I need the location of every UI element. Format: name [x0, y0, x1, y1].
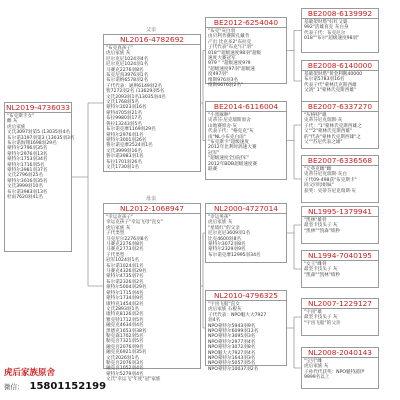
contact-line [4, 381, 106, 392]
detail-line: 虎后家族 [7, 124, 26, 130]
detail-line: 蒙特尔2976羽1名 [106, 132, 144, 138]
detail-line: "幸运男孩" [208, 215, 231, 220]
pigeon-details [206, 28, 286, 89]
detail-line: 羽4名 [208, 318, 221, 324]
detail-line: NPO魁大大7927羽4名 [208, 350, 256, 356]
detail-line: "超级速度全国冠军" [208, 156, 249, 162]
ggp-mmf-card[interactable] [301, 298, 379, 336]
detail-line: 布尔诺克摩1169羽29名 [106, 127, 156, 133]
detail-line: 冠军" [208, 150, 220, 156]
detail-line: 文氏2893羽1名 [106, 306, 139, 312]
detail-line: 979 " "超级速度9?9 [208, 61, 251, 67]
detail-line: 最坚卡技头子 灰 [304, 223, 338, 229]
detail-line: "布克斯卡"超级速度 [208, 140, 249, 146]
detail-line: 018""布尔"超级速度98羽" [304, 36, 360, 42]
pigeon-details [302, 112, 378, 146]
detail-line: 度497羽" [208, 72, 229, 78]
detail-line: 布尔诺克摩12995羽34名 [208, 252, 261, 258]
detail-line: 康特克1454羽2名 [106, 301, 144, 307]
detail-line: NPO蒙特尔5943羽9名 [208, 323, 256, 329]
detail-line: 鲁尔诺克摩2524羽1名 [106, 143, 153, 149]
detail-line: 最坚卡技头子 灰 [304, 267, 338, 273]
paternal-grandsire-card[interactable] [205, 17, 287, 89]
detail-line: 虎后家族 灰 [304, 364, 329, 370]
detail-line: 虎后家族 灰 [208, 220, 233, 226]
detail-line: 史蒂芬·尼克瑞斯原舍 [208, 118, 251, 124]
detail-line: 雅克特1712羽5名 [106, 317, 144, 323]
detail-line: 同父同母姐妹" [304, 183, 334, 189]
maternal-grandsire-card[interactable] [205, 203, 287, 263]
pigeon-details [5, 113, 75, 202]
mother-label: 母亲 [146, 196, 157, 202]
pigeon-details [302, 309, 378, 327]
detail-line: 的"代表"蒙林氏克斯西雄"之 [304, 134, 361, 140]
detail-line: 速度大赛冠军 [208, 56, 236, 62]
detail-line: 联赛 [208, 167, 218, 173]
detail-line: 992"活雄育克 灰白身 [304, 25, 349, 31]
detail-line: 融克吾2076羽9名 [106, 344, 144, 350]
detail-line: 布拉9980羽17名 [106, 116, 142, 122]
ring-number: BE2012-6254040 [206, 18, 286, 28]
loft-name: 虎后家族原舍 [4, 368, 56, 378]
detail-line: "宇宙飞船"直女 [208, 302, 240, 307]
detail-line: 子代09-498获"布克斯卡" [304, 177, 357, 183]
detail-line: 布尔诺3197羽第3 (13035羽3名 [7, 135, 75, 141]
detail-line: NPO蒙特尔10037羽2名 [208, 366, 259, 372]
ring-number: BE2008-6140000 [302, 61, 378, 71]
detail-line: 父鸽" 1"蒙林氏克斯西雄" [304, 88, 357, 94]
detail-line: 蒙特尔5004羽29名 [106, 285, 147, 291]
detail-line: 史蒂芬尼克瑞斯·灰 [304, 118, 343, 124]
detail-line: 史蒂芬尼克瑞斯·灰白 [304, 172, 347, 178]
ring-number: NL2000-4727014 [206, 204, 286, 214]
ring-number: NL2008-2040143 [302, 348, 378, 358]
detail-line: "超级速度97羽"超级速 [208, 66, 255, 72]
detail-line: 布尔诺3983羽13名 [7, 189, 48, 195]
detail-line: 马克尼尔2276羽8名 [106, 236, 149, 242]
detail-line: 布尔诺1024羽1名 [106, 263, 144, 269]
detail-line: 蒙特尔4735羽7名 [106, 274, 144, 280]
pigeon-details [302, 166, 378, 195]
ring-number: BE2007-6336568 [302, 156, 378, 166]
ring-number: NL2019-4736033 [5, 103, 71, 112]
detail-line: 冠军1024羽1名 [106, 258, 139, 264]
detail-line: 鲁尔诺3983羽1名 [106, 154, 144, 160]
detail-line: 文氏1768羽5名 [106, 100, 139, 106]
detail-line: 父""2"蒙林氏克斯西雄" [304, 129, 353, 135]
detail-line: NPO蒙特尔3095羽3名 [208, 334, 256, 340]
detail-line: 布尔诺5783羽16名 [304, 77, 345, 83]
detail-line: 鲁拉13243羽5名 [106, 121, 142, 127]
ggp-fmm-card[interactable] [301, 155, 379, 203]
father-pigeon-card[interactable] [103, 34, 201, 172]
detail-line: 文氏3097羽第5 (13035羽4名 [7, 130, 70, 136]
detail-line: 蒙特尔2976羽13名 [7, 151, 48, 157]
detail-line: 子孙代代获奖：NPO魁特浦伊 [304, 369, 365, 375]
detail-line: 布拉1701羽26名 [106, 159, 142, 165]
detail-line: 蒙特尔3001羽26名 [106, 137, 147, 143]
detail-line: "凯林"雄骨 [304, 218, 327, 223]
detail-line: 马赛克2276羽8名 [106, 242, 144, 248]
detail-line: 文氏1730羽1名 [106, 164, 139, 170]
detail-line: 维斯976羽3名 [208, 77, 239, 83]
pigeon-details [104, 45, 200, 171]
mother-pigeon-card[interactable] [103, 203, 201, 383]
detail-line: "灰格特"雄 [304, 113, 327, 118]
detail-line: 子代："1"蒙林氏克斯西雄之 [304, 123, 362, 129]
detail-line: 勒克吾2076羽3名 [106, 360, 144, 366]
ring-number: BE2014-6116004 [206, 102, 286, 112]
ggp-mff-card[interactable] [301, 206, 379, 244]
subject-pigeon-card[interactable] [4, 102, 75, 252]
ggp-ffm-card[interactable] [301, 60, 379, 102]
detail-line: 智7272羽2名 (13629羽5名 [106, 89, 165, 95]
pigeon-details [206, 214, 286, 259]
detail-line: 勒克吾7321羽5名 [106, 339, 144, 345]
detail-line: "布克"灰白羽 [208, 29, 236, 34]
detail-line: NPO蒙特尔2977羽4名 [208, 339, 256, 345]
detail-line: 文氏3999羽16名 [106, 148, 142, 154]
detail-line: 蒙特尔2329羽9名 [208, 247, 246, 253]
connector-mm [287, 317, 301, 368]
detail-line: 马赛克4326羽29名 [106, 269, 147, 275]
pigeon-details [302, 71, 378, 95]
detail-line: 文氏2796羽25名 [7, 173, 43, 179]
detail-line: "宇宙"雄 [304, 310, 323, 315]
detail-line: 马赛克2773羽2名 [106, 247, 144, 253]
connector-ff [287, 31, 301, 82]
detail-line: 文氏3999羽10名 [7, 184, 43, 190]
ring-number: NL1995-1379941 [302, 207, 378, 217]
connector-fm [287, 125, 301, 179]
detail-line: 虎后家族 灰 [106, 225, 131, 231]
detail-line: 布尔诺海翔1698羽29名 [7, 141, 57, 147]
detail-line: 获奖：史蒂芬尼克瑞斯·灰 [304, 188, 356, 194]
ggp-fmf-card[interactable] [301, 101, 379, 149]
pigeon-details [206, 112, 286, 173]
detail-line: 由贝利肯赛斯孔戴肯 [208, 34, 250, 40]
detail-line: 蒙特尔5279羽4名 [106, 371, 144, 377]
detail-line: "宝贝"雌 [304, 359, 323, 364]
detail-line: 文氏2093羽1名13035羽4名 [106, 94, 166, 100]
detail-line: 文氏"幸运飞"年度"冠"家族 [106, 377, 161, 383]
detail-line: 尼尔克尼3609羽1名 [208, 231, 251, 237]
ggp-fff-card[interactable] [301, 8, 379, 53]
detail-line: NPO蒙特尔6099羽13名 [208, 329, 259, 335]
detail-line: 蒙特尔3016羽35名 [7, 178, 48, 184]
detail-line: "小黑麻种" [208, 113, 231, 118]
ggp-mfm-card[interactable] [301, 250, 379, 288]
maternal-granddam-card[interactable] [205, 290, 287, 372]
detail-line: 融克吾1052羽4名 [106, 366, 144, 372]
detail-line: 蒙特4705羽21名 [106, 110, 142, 116]
detail-line: 比克4600羽8名 [208, 236, 241, 242]
detail-line: 2012年比利时鸽速大赛 [208, 145, 257, 151]
ggp-mmm-card[interactable] [301, 347, 379, 389]
detail-line: "凯森""凯林"绩秒 [304, 272, 341, 278]
detail-line: "布克斯卡女" [7, 114, 35, 119]
pigeon-details [104, 214, 200, 384]
detail-line: 蒙特尔2796羽35名 [7, 146, 48, 152]
detail-line: 尼尔克尼1024羽1名 [106, 62, 149, 68]
detail-line: "幸运克孩子" [106, 215, 134, 220]
connector-mf [287, 225, 301, 269]
detail-line: 雌 灰 [7, 119, 18, 125]
detail-line: 虎后家族 石板灰 [208, 307, 242, 313]
detail-line: 子代代表：NPO魁大大7927 [208, 312, 267, 318]
detail-line: 代表子代：布克尼尔 [304, 30, 346, 36]
ring-number: NL2010-4796325 [206, 291, 286, 301]
detail-line: 子代代表：通则6149羽2名 [106, 83, 162, 89]
detail-line: 布尔诺2326羽2名 [106, 279, 144, 285]
ring-number: NL2016-4782692 [104, 35, 200, 45]
detail-line: 018""超级速度98羽"超级 [208, 50, 262, 56]
paternal-granddam-card[interactable] [205, 101, 287, 180]
ring-number: NL2007-1229127 [302, 299, 378, 309]
detail-line: 基础架时塔"黄金利鹅40000 [304, 72, 363, 77]
detail-line: 蒙特尔1715羽4名 [106, 290, 144, 296]
detail-line: 子代类型 [106, 252, 125, 258]
detail-line: "元英克雌"雌 [304, 167, 332, 172]
ring-number: NL1994-7040195 [302, 251, 378, 261]
ring-number: BE2008-6139992 [302, 9, 378, 19]
detail-line: 代表子代："格克克"灰 [208, 129, 254, 135]
pigeon-details [302, 261, 378, 279]
detail-line: 父""苏尼代表之雄" [304, 140, 343, 146]
detail-line: 康特克8126羽2名 [106, 312, 144, 318]
detail-line: 蒙特尔3072羽8名 [208, 242, 246, 248]
detail-line: 蒙特尔1753羽34名 [7, 157, 48, 163]
detail-line: 黑德克1653羽38名 [106, 328, 147, 334]
detail-line: "凯林""凯森"绩秒 [304, 228, 341, 234]
detail-line: 幸运克孩子"幸运飞母"直女" [106, 220, 163, 226]
detail-line: "女王"雌骨 [304, 262, 327, 267]
detail-line: 尼尔克尼1024羽4名 [106, 56, 149, 62]
detail-line: 基础架时塔"好红又婆 [304, 20, 348, 25]
detail-line: 杜雨7620羽41名 [7, 195, 43, 201]
detail-line: "星绩红"的父亲 [208, 225, 240, 231]
detail-line: 子代代表"布克"日"羽" [208, 45, 254, 51]
detail-line: NPO蒙特尔5057羽5名 [208, 361, 256, 367]
detail-line: 9999名以上 [304, 375, 330, 381]
detail-line: 融克克6921羽35名 [106, 350, 147, 356]
detail-line: "宇宙飞船"的父亲 [304, 320, 341, 326]
pigeon-details [302, 217, 378, 235]
connector-subject [72, 103, 103, 286]
detail-line: 文氏2026羽1名 [106, 355, 139, 361]
ring-number: BE2007-6337270 [302, 102, 378, 112]
father-label: 父亲 [146, 27, 157, 33]
detail-line: 蒙特尔1734羽9名 [106, 296, 144, 302]
detail-line: 雨"NL小布克白雨" [208, 134, 246, 140]
pigeon-details [302, 358, 378, 382]
detail-line: NPO蒙特尔3072羽8名 [208, 345, 256, 351]
detail-line: 虎后家族 灰 [106, 51, 131, 57]
detail-line: 蒙特尔3023羽16名 [106, 105, 147, 111]
phone-number[interactable]: 15801152199 [29, 381, 107, 392]
detail-line: 蒙特尔3981羽37名 [7, 168, 48, 174]
detail-line: 蒙特尔1716羽5名 [7, 162, 45, 168]
detail-line: "布克真孩子" [106, 46, 134, 51]
detail-line: NPO蒙特尔1643羽3名 [208, 356, 256, 362]
pigeon-details [302, 19, 378, 43]
detail-line: 子代类型 [106, 231, 125, 237]
detail-line: 最坚卡技头子 灰 [304, 315, 338, 321]
detail-line: 布尔诺纳6578羽2名 [106, 78, 149, 84]
pigeon-details [206, 301, 286, 373]
detail-line: 勒克森1702羽5名 [106, 333, 144, 339]
detail-line: 布克尼真3976羽1名 [106, 73, 149, 79]
wechat-label: 微信： [4, 383, 24, 391]
detail-line: 2012年BDB超级速度赛 [208, 161, 258, 167]
detail-line: 马赛克2276羽8名 [106, 67, 144, 73]
detail-line: 产出 比克多2"布拉克 [208, 39, 252, 45]
detail-line: 山地赛原舍·灰 [208, 123, 238, 129]
ring-number: NL2012-1068947 [104, 204, 200, 214]
detail-line: 代表子代"蒙林氏克斯西雄 [304, 82, 357, 88]
detail-line: 融克克4634羽4名 [106, 323, 144, 329]
detail-line: 维斯6676羽2名" [208, 83, 244, 89]
